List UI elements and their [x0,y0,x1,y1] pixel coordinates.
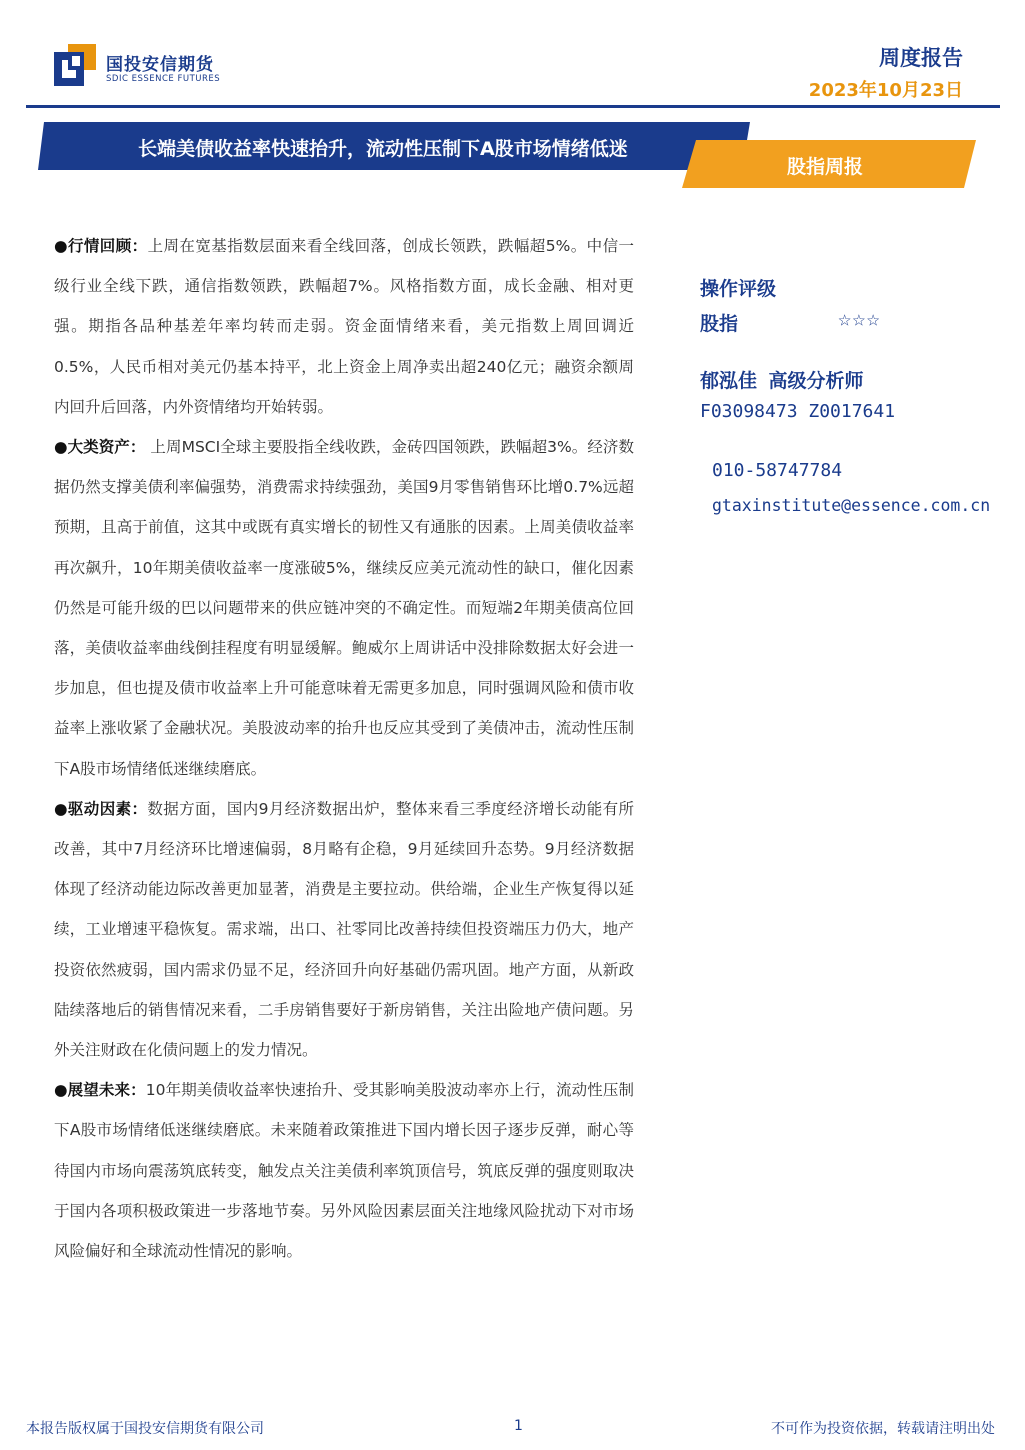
analyst-certificate: F03098473 Z0017641 [700,401,896,422]
section-lead: ●展望未来： [54,1081,146,1100]
logo-mark-icon [54,44,96,86]
section-asset-classes [54,427,634,789]
footer-copyright: 本报告版权属于国投安信期货有限公司 [26,1421,264,1437]
contact-email[interactable]: gtaxinstitute@essence.com.cn [712,496,991,515]
page-number: 1 [514,1418,523,1434]
report-type: 周度报告 [879,46,963,70]
section-market-review [54,226,634,427]
section-text: 10年期美债收益率快速抬升、受其影响美股波动率亦上行，流动性压制下A股市场情绪低迷继续磨底。未来随着政策推进下国内增长因子逐步反弹，耐心等待国内市场向震荡筑底转变，触发点关注美债利率筑顶信号，筑底反弹的强度则取决于国内各项积极政策进一步落地节奏。另外风险因素层面关注地缘风险扰动下对市场风险偏好和全球流动性情况的影响。 [54,1081,634,1261]
company-logo [54,44,234,86]
title-banner [38,122,750,170]
section-lead: ●行情回顾： [54,237,148,255]
section-outlook [54,1070,634,1271]
rating-title: 操作评级 [700,278,777,300]
tag-banner [682,140,976,188]
section-drivers [54,789,634,1070]
report-date: 2023年10月23日 [808,80,963,101]
section-lead: ●驱动因素： [54,799,148,818]
section-text: 上周MSCI全球主要股指全线收跌，金砖四国领跌，跌幅超3%。经济数据仍然支撑美债利率偏强势，消费需求持续强劲，美国9月零售销售环比增0.7%远超预期，且高于前值，这其中或既有真实增长的韧性又有通胀的因素。上周美债收益率再次飙升，10年期美债收益率一度涨破5%，继续反应美元流动性的缺口，催化因素仍然是可能升级的巴以问题带来的供应链冲突的不确定性。而短端2年期美债高位回落，美债收益率曲线倒挂程度有明显缓解。鲍威尔上周讲话中没排除数据太好会进一步加息，但也提及债市收益率上升可能意味着无需更多加息，同时强调风险和债市收益率上涨收紧了金融状况。美股波动率的抬升也反应其受到了美债冲击，流动性压制下A股市场情绪低迷继续磨底。 [54,438,635,778]
logo-name-cn: 国投安信期货 [106,55,214,75]
report-body [54,226,634,1271]
logo-name-en: SDIC ESSENCE FUTURES [106,74,221,84]
section-text: 上周在宽基指数层面来看全线回落，创成长领跌，跌幅超5%。中信一级行业全线下跌，通信指数领跌，跌幅超7%。风格指数方面，成长金融、相对更强。期指各品种基差年率均转而走弱。资金面情绪来看，美元指数上周回调近0.5%，人民币相对美元仍基本持平，北上资金上周净卖出超240亿元；融资余额周内回升后回落，内外资情绪均开始转弱。 [54,237,634,416]
rating-stars-icon: ☆☆☆ [838,307,881,332]
analyst-name: 郁泓佳 高级分析师 [700,370,864,392]
rating-label: 股指 [700,313,739,335]
contact-phone: 010-58747784 [712,460,843,481]
section-text: 数据方面，国内9月经济数据出炉，整体来看三季度经济增长动能有所改善，其中7月经济环比增速偏弱，8月略有企稳，9月延续回升态势。9月经济数据体现了经济动能边际改善更加显著，消费是主要拉动。供给端，企业生产恢复得以延续，工业增速平稳恢复。需求端，出口、社零同比改善持续但投资端压力仍大，地产投资依然疲弱，国内需求仍显不足，经济回升向好基础仍需巩固。地产方面，从新政陆续落地后的销售情况来看，二手房销售要好于新房销售，关注出险地产债问题。另外关注财政在化债问题上的发力情况。 [54,799,634,1060]
report-title: 长端美债收益率快速抬升，流动性压制下A股市场情绪低迷 [138,138,628,160]
report-tag: 股指周报 [787,156,864,178]
header-divider [26,105,1000,108]
section-lead: ●大类资产： [54,438,146,457]
footer-disclaimer: 不可作为投资依据，转载请注明出处 [771,1421,995,1437]
